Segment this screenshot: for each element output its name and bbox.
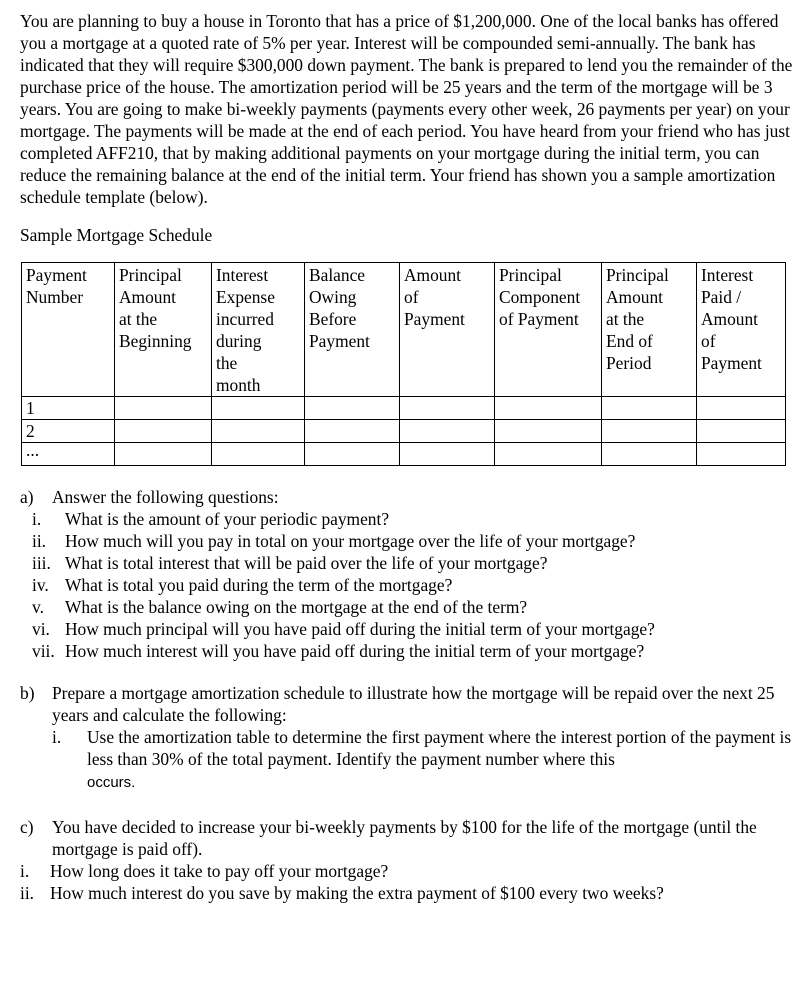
problem-intro: You are planning to buy a house in Toronto that has a price of $1,200,000. One of the local banks has offered you a mortgage at a quoted rate of 5% per year. Interest will be compounded semi-annually. The bank has indicated that they will require $300,000 down payment. The bank is prepared to lend you the remainder of the purchase price of the house. The amortization period will be 25 years and the term of the mortgage will be 3 years. You are going to make bi-weekly payments (payments every other week, 26 payments per year) on your mortgage. The payments will be made at the end of each period. You have heard from your friend who has just completed AFF210, that by making additional payments on your mortgage during the initial term, you can reduce the remaining balance at the end of the initial term. Your friend has shown you a sample amortization schedule template (below). xyxy=(20,11,793,207)
header-interest-expense: Interest Expense incurred during the month xyxy=(212,263,305,397)
question-b-letter: b) xyxy=(20,683,35,703)
row-number: 2 xyxy=(22,420,115,443)
list-item: ii. How much interest do you save by making the extra payment of $100 every two weeks? xyxy=(20,883,664,903)
list-item: ii. How much will you pay in total on your mortgage over the life of your mortgage? xyxy=(32,531,636,551)
table-row xyxy=(22,397,786,420)
row-number: 1 xyxy=(22,397,115,420)
header-interest-ratio: Interest Paid / Amount of Payment xyxy=(697,263,786,397)
list-item: i. Use the amortization table to determine the first payment where the interest portion of the payment is less than 30% of the total payment. Identify the payment number where this occurs. xyxy=(52,727,792,791)
question-a xyxy=(20,486,795,662)
document-page xyxy=(20,10,795,904)
question-b-list xyxy=(20,726,795,794)
header-principal-beginning: Principal Amount at the Beginning xyxy=(115,263,212,397)
header-principal-end: Principal Amount at the End of Period xyxy=(602,263,697,397)
question-a-letter: a) xyxy=(20,487,34,507)
table-ellipsis-row xyxy=(22,443,786,466)
question-a-intro: Answer the following questions: xyxy=(52,487,279,507)
list-item: iii. What is total interest that will be paid over the life of your mortgage? xyxy=(32,553,548,573)
question-a-list xyxy=(20,508,795,662)
table-ellipsis: ... xyxy=(22,443,115,466)
list-item: vii. How much interest will you have paid off during the initial term of your mortgage? xyxy=(32,641,645,661)
header-principal-component: Principal Component of Payment xyxy=(495,263,602,397)
list-item: v. What is the balance owing on the mortgage at the end of the term? xyxy=(32,597,528,617)
list-item: i. What is the amount of your periodic payment? xyxy=(32,509,390,529)
question-b-intro: Prepare a mortgage amortization schedule to illustrate how the mortgage will be repaid over the next 25 years and calculate the following: xyxy=(52,683,775,725)
header-payment-number: Payment Number xyxy=(22,263,115,397)
table-header-row xyxy=(22,263,786,397)
question-b xyxy=(20,682,795,794)
amortization-table xyxy=(21,262,786,466)
list-item: iv. What is total you paid during the term of the mortgage? xyxy=(32,575,453,595)
header-amount-payment: Amount of Payment xyxy=(400,263,495,397)
table-row xyxy=(22,420,786,443)
list-item: i. How long does it take to pay off your mortgage? xyxy=(20,861,389,881)
question-c-letter: c) xyxy=(20,817,34,837)
list-item: vi. How much principal will you have paid off during the initial term of your mortgage? xyxy=(32,619,655,639)
schedule-title: Sample Mortgage Schedule xyxy=(20,225,213,245)
question-c-intro: You have decided to increase your bi-weekly payments by $100 for the life of the mortgage (until the mortgage is paid off). xyxy=(52,817,757,859)
question-c xyxy=(20,816,795,904)
header-balance-owing: Balance Owing Before Payment xyxy=(305,263,400,397)
question-c-list xyxy=(20,860,795,904)
